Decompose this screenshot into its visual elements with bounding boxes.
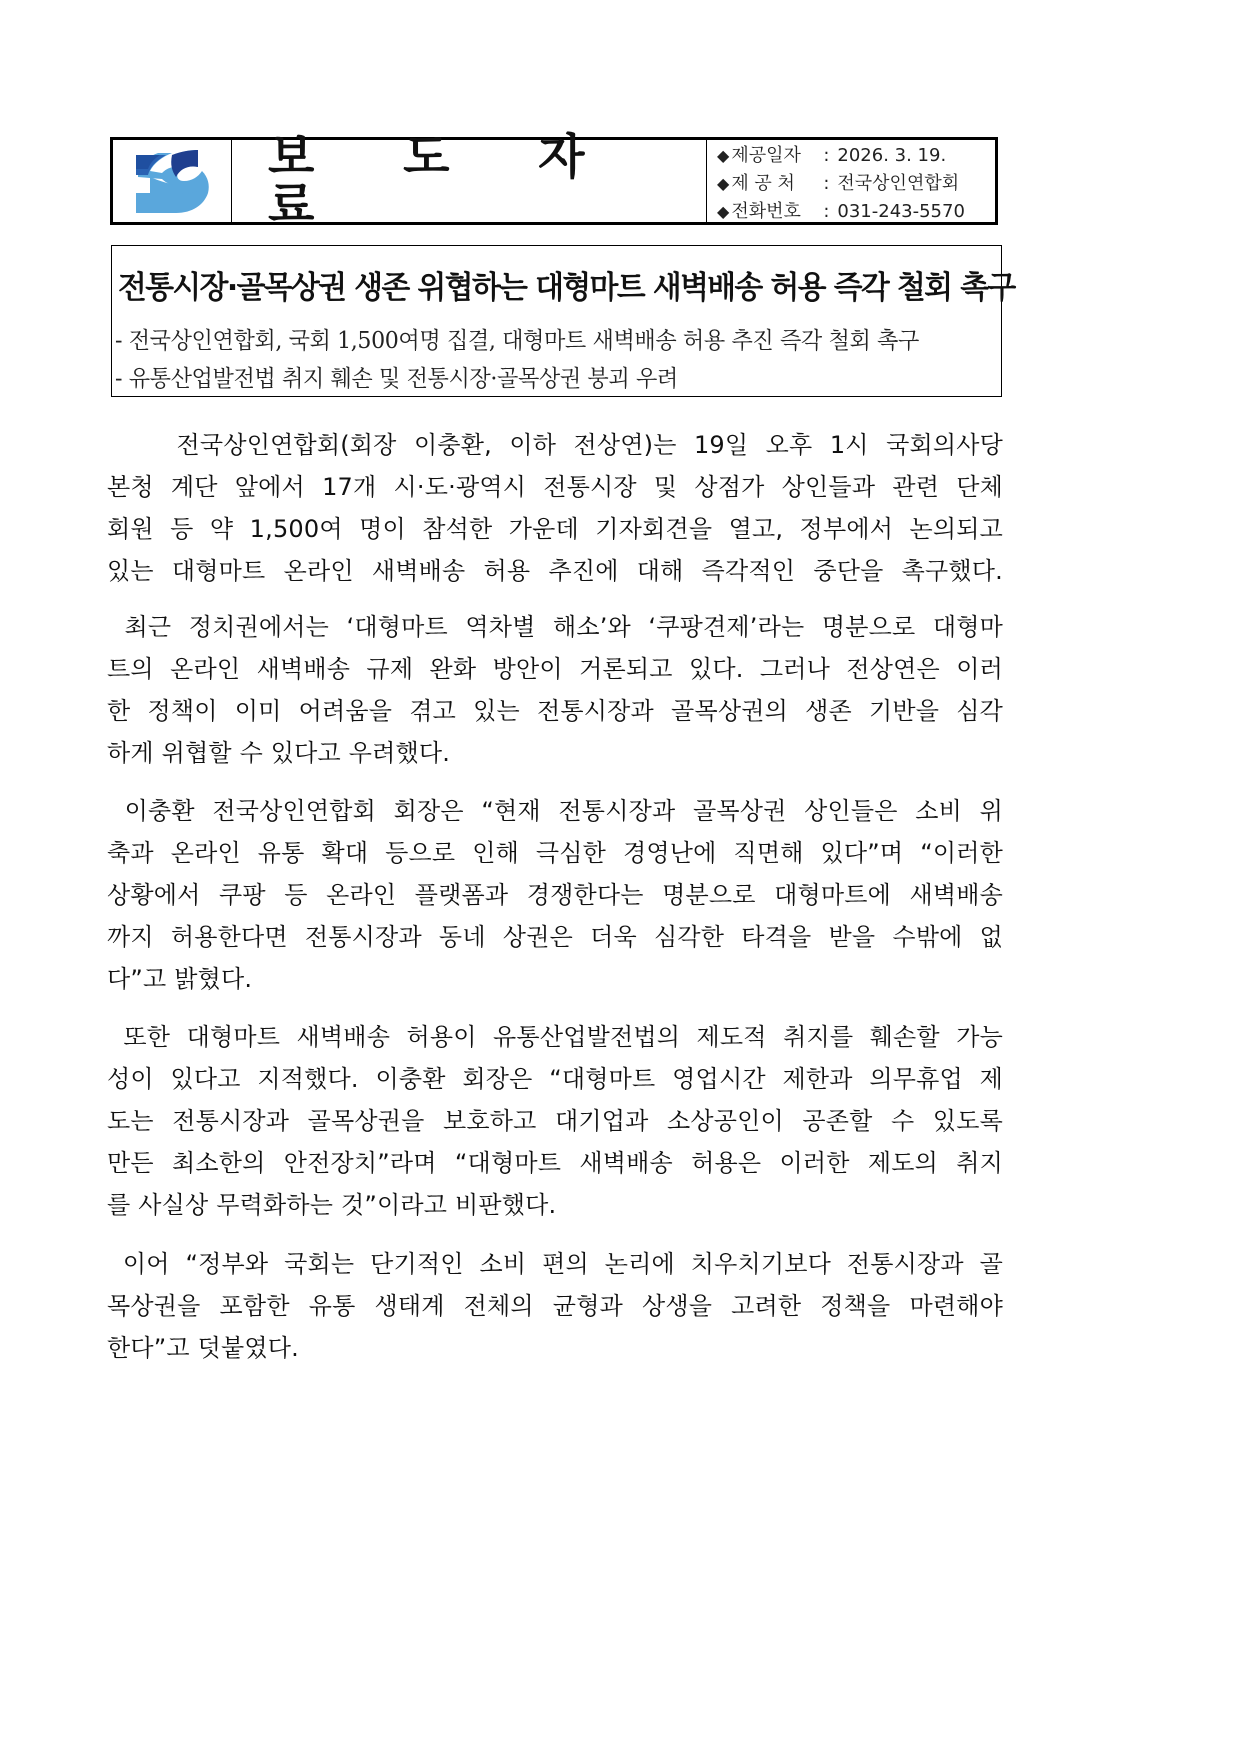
logo-cell [113, 140, 232, 222]
body-paragraph-1: 전국상인연합회(회장 이충환, 이하 전상연)는 19일 오후 1시 국회의사당 본청 계단 앞에서 17개 시·도·광역시 전통시장 및 상점가 상인들과 관련 단체 회원 등 약 1,500여 명이 참석한 가운데 기자회견을 열고, 정부에서 논의되고 있는 대형마트 온라인 새벽배송 허용 추진에 대해 즉각적인 중단을 촉구했다. [107, 431, 1003, 585]
press-release-header [110, 129, 998, 233]
subheadline: - 유통산업발전법 취지 훼손 및 전통시장·골목상권 붕괴 우려 [115, 366, 678, 392]
diamond-bullet-icon: ◆ [717, 146, 730, 165]
title-cell [232, 129, 707, 233]
info-date: ◆ 제공일자 : 2026. 3. 19. [717, 145, 947, 166]
release-date: 2026. 3. 19. [837, 145, 947, 166]
body-paragraph-3: 이충환 전국상인연합회 회장은 “현재 전통시장과 골목상권 상인들은 소비 위 축과 온라인 유통 확대 등으로 인해 극심한 경영난에 직면해 있다”며 “이러한 상황에서 쿠팡 등 온라인 플랫폼과 경쟁한다는 명분으로 대형마트에 새벽배송 까지 허용한다면 전통시장과 동네 상권은 더욱 심각한 타격을 받을 수밖에 없 다”고 밝혔다. [107, 797, 1003, 993]
diamond-bullet-icon: ◆ [717, 174, 730, 193]
headline-box [111, 245, 1015, 397]
subheadline: - 전국상인연합회, 국회 1,500여명 집결, 대형마트 새벽배송 허용 추진 즉각 철회 촉구 [115, 328, 919, 354]
organization-logo-icon [132, 147, 212, 215]
info-provider: ◆ 제 공 처 : 전국상인연합회 [717, 173, 960, 194]
document-title: 보 도 자 료 [268, 129, 621, 233]
diamond-bullet-icon: ◆ [717, 202, 730, 221]
info-phone: ◆ 전화번호 : 031-243-5570 [717, 201, 965, 222]
provider-name: 전국상인연합회 [837, 173, 960, 194]
phone-number: 031-243-5570 [837, 201, 965, 222]
body-paragraph-2: 최근 정치권에서는 ‘대형마트 역차별 해소’와 ‘쿠팡견제’라는 명분으로 대형마 트의 온라인 새벽배송 규제 완화 방안이 거론되고 있다. 그러나 전상연은 이러 한 정책이 이미 어려움을 겪고 있는 전통시장과 골목상권의 생존 기반을 심각 하게 위협할 수 있다고 우려했다. [107, 613, 1003, 767]
body-paragraph-4: 또한 대형마트 새벽배송 허용이 유통산업발전법의 제도적 취지를 훼손할 가능 성이 있다고 지적했다. 이충환 회장은 “대형마트 영업시간 제한과 의무휴업 제 도는 전통시장과 골목상권을 보호하고 대기업과 소상공인이 공존할 수 있도록 만든 최소한의 안전장치”라며 “대형마트 새벽배송 허용은 이러한 제도의 취지 를 사실상 무력화하는 것”이라고 비판했다. [107, 1023, 1003, 1219]
headline: 전통시장·골목상권 생존 위협하는 대형마트 새벽배송 허용 즉각 철회 촉구 [118, 270, 1015, 306]
release-info [707, 140, 995, 222]
body-paragraph-5: 이어 “정부와 국회는 단기적인 소비 편의 논리에 치우치기보다 전통시장과 골 목상권을 포함한 유통 생태계 전체의 균형과 상생을 고려한 정책을 마련해야 한다”고 덧붙였다. [107, 1250, 1003, 1362]
